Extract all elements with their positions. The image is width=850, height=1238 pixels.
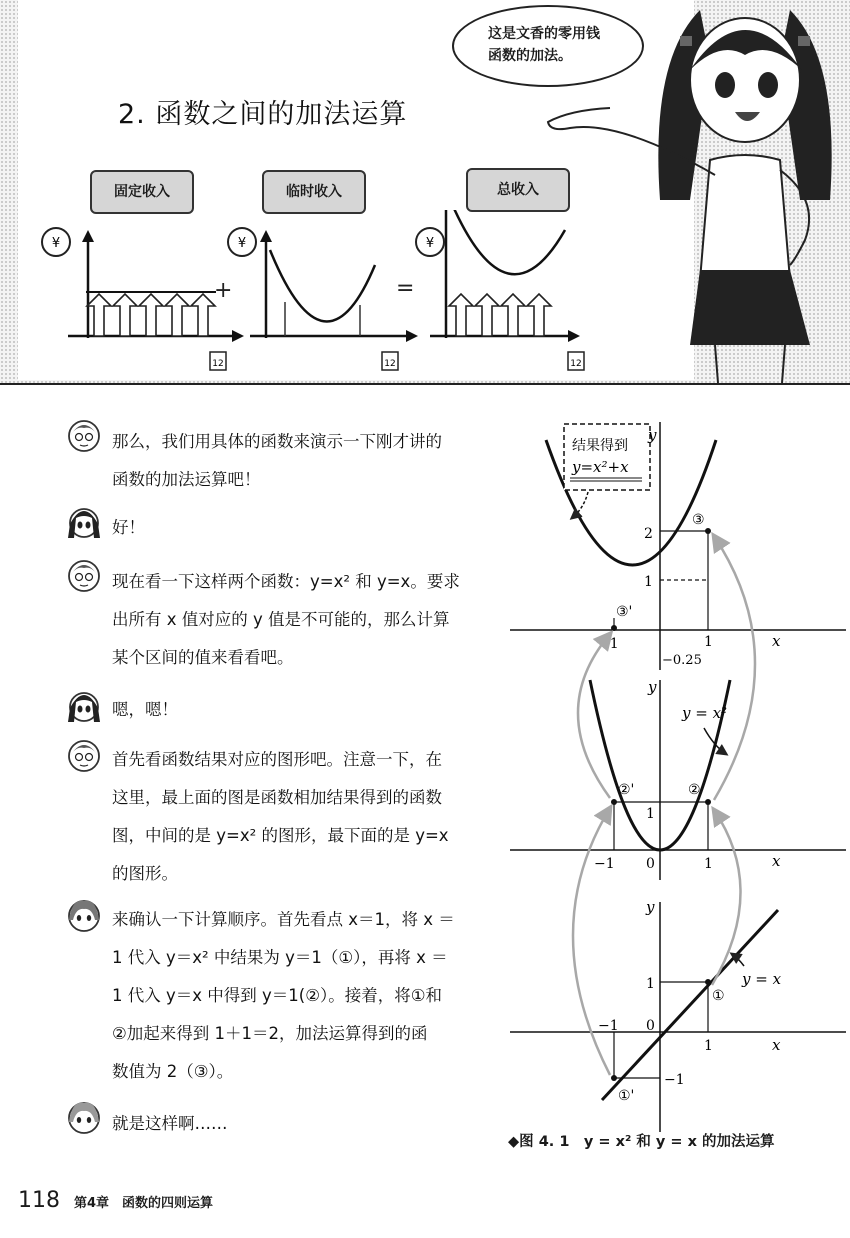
avatar-friend	[66, 1100, 102, 1136]
figure-caption: ◆图 4. 1 y = x² 和 y = x 的加法运算	[508, 1134, 775, 1150]
dialogue-5-line-3: 图，中间的是 y=x² 的图形，最下面的是 y=x	[112, 826, 449, 845]
plus-operator: +	[214, 278, 233, 303]
tag-temp-income: 临时收入	[262, 170, 366, 214]
calendar-month: 12	[570, 359, 582, 369]
avatar-teacher	[66, 738, 102, 774]
bot-tick-minus-1: −1	[598, 1018, 619, 1034]
dialogue-5-line-2: 这里，最上面的图是函数相加结果得到的函数	[112, 788, 442, 807]
avatar-teacher	[66, 418, 102, 454]
dialogue-1-line-2: 函数的加法运算吧！	[112, 470, 261, 489]
result-box-line-2: y=x²+x	[572, 458, 629, 476]
dialogue-6-line-3: 1 代入 y＝x 中得到 y＝1(②）。接着，将①和	[112, 986, 443, 1005]
bubble-line-2: 函数的加法。	[488, 48, 572, 64]
dialogue-5-line-1: 首先看函数结果对应的图形吧。注意一下，在	[112, 750, 442, 769]
bot-x-label: x	[772, 1036, 781, 1054]
mark-1-prime: ①'	[618, 1088, 635, 1104]
yen-icon: ¥	[237, 236, 247, 251]
mark-2: ②	[688, 782, 701, 798]
calendar-month: 12	[384, 359, 396, 369]
bot-y-label: y	[646, 898, 655, 916]
mark-3: ③	[692, 512, 705, 528]
dialogue-6-line-1: 来确认一下计算顺序。首先看点 x＝1，将 x ＝	[112, 910, 455, 929]
calendar-month: 12	[212, 359, 224, 369]
mid-function-label: y = x²	[682, 704, 728, 722]
top-tick-x-1: 1	[704, 634, 713, 650]
top-tick-1: 1	[644, 574, 653, 590]
top-tick-minus-1: −1	[598, 636, 619, 652]
section-title: 2. 函数之间的加法运算	[118, 99, 408, 130]
avatar-girl	[66, 504, 102, 540]
dialogue-3-line-3: 某个区间的值来看看吧。	[112, 648, 294, 667]
dialogue-6-line-2: 1 代入 y＝x² 中结果为 y＝1（①），再将 x ＝	[112, 948, 448, 967]
avatar-girl	[66, 688, 102, 724]
dialogue-4-line-1: 嗯，嗯！	[112, 700, 178, 719]
dialogue-1-line-1: 那么，我们用具体的函数来演示一下刚才讲的	[112, 432, 442, 451]
mid-tick-minus-1: −1	[594, 856, 615, 872]
fixed-income-chart	[42, 228, 247, 370]
mid-x-label: x	[772, 852, 781, 870]
total-arrows	[449, 294, 551, 336]
top-y-label: y	[648, 426, 657, 444]
tag-fixed-income: 固定收入	[90, 170, 194, 214]
mark-2-prime: ②'	[618, 782, 635, 798]
line-y-equals-x	[602, 910, 778, 1100]
mid-tick-0: 0	[646, 856, 655, 872]
bot-function-label: y = x	[742, 970, 782, 988]
bot-tick-1: 1	[646, 976, 655, 992]
graph-identity	[510, 898, 846, 1132]
fixed-arrows	[87, 294, 215, 336]
top-tick-2: 2	[644, 526, 653, 542]
mid-y-label: y	[648, 678, 657, 696]
dialogue-5-line-4: 的图形。	[112, 864, 178, 883]
graph-x-squared	[510, 678, 846, 880]
bot-tick-x-1: 1	[704, 1038, 713, 1054]
avatar-teacher	[66, 558, 102, 594]
manga-panel	[0, 0, 850, 385]
temp-income-chart	[228, 228, 418, 370]
yen-icon: ¥	[51, 236, 61, 251]
character-illustration	[540, 0, 850, 383]
avatar-friend	[66, 898, 102, 934]
yen-icon: ¥	[425, 236, 435, 251]
result-box	[564, 424, 650, 490]
tag-total-income: 总收入	[466, 168, 570, 212]
equals-operator: =	[396, 276, 415, 301]
chapter-title: 第4章 函数的四则运算	[74, 1196, 214, 1211]
dialogue-6-line-5: 数值为 2（③）。	[112, 1062, 234, 1081]
bot-tick-minus-1-y: −1	[664, 1072, 685, 1088]
mark-1: ①	[712, 988, 725, 1004]
dialogue-6-line-4: ②加起来得到 1＋1＝2，加法运算得到的函	[112, 1024, 428, 1043]
top-min-label: −0.25	[662, 653, 702, 668]
dialogue-3-line-2: 出所有 x 值对应的 y 值是不可能的，那么计算	[112, 610, 450, 629]
top-x-label: x	[772, 632, 781, 650]
graph-sum	[510, 422, 846, 670]
mid-tick-x-1: 1	[704, 856, 713, 872]
mid-tick-1: 1	[646, 806, 655, 822]
mark-3-prime: ③'	[616, 604, 633, 620]
dialogue-7-line-1: 就是这样啊……	[112, 1114, 228, 1133]
connector-arrows	[573, 536, 755, 1075]
bot-tick-0: 0	[646, 1018, 655, 1034]
page-number: 118	[18, 1188, 60, 1213]
bubble-line-1: 这是文香的零用钱	[488, 26, 600, 42]
result-box-line-1: 结果得到	[572, 438, 628, 454]
dialogue-3-line-1: 现在看一下这样两个函数：y=x² 和 y=x。要求	[112, 572, 460, 591]
dialogue-2-line-1: 好！	[112, 518, 145, 537]
function-graphs	[506, 410, 850, 1132]
